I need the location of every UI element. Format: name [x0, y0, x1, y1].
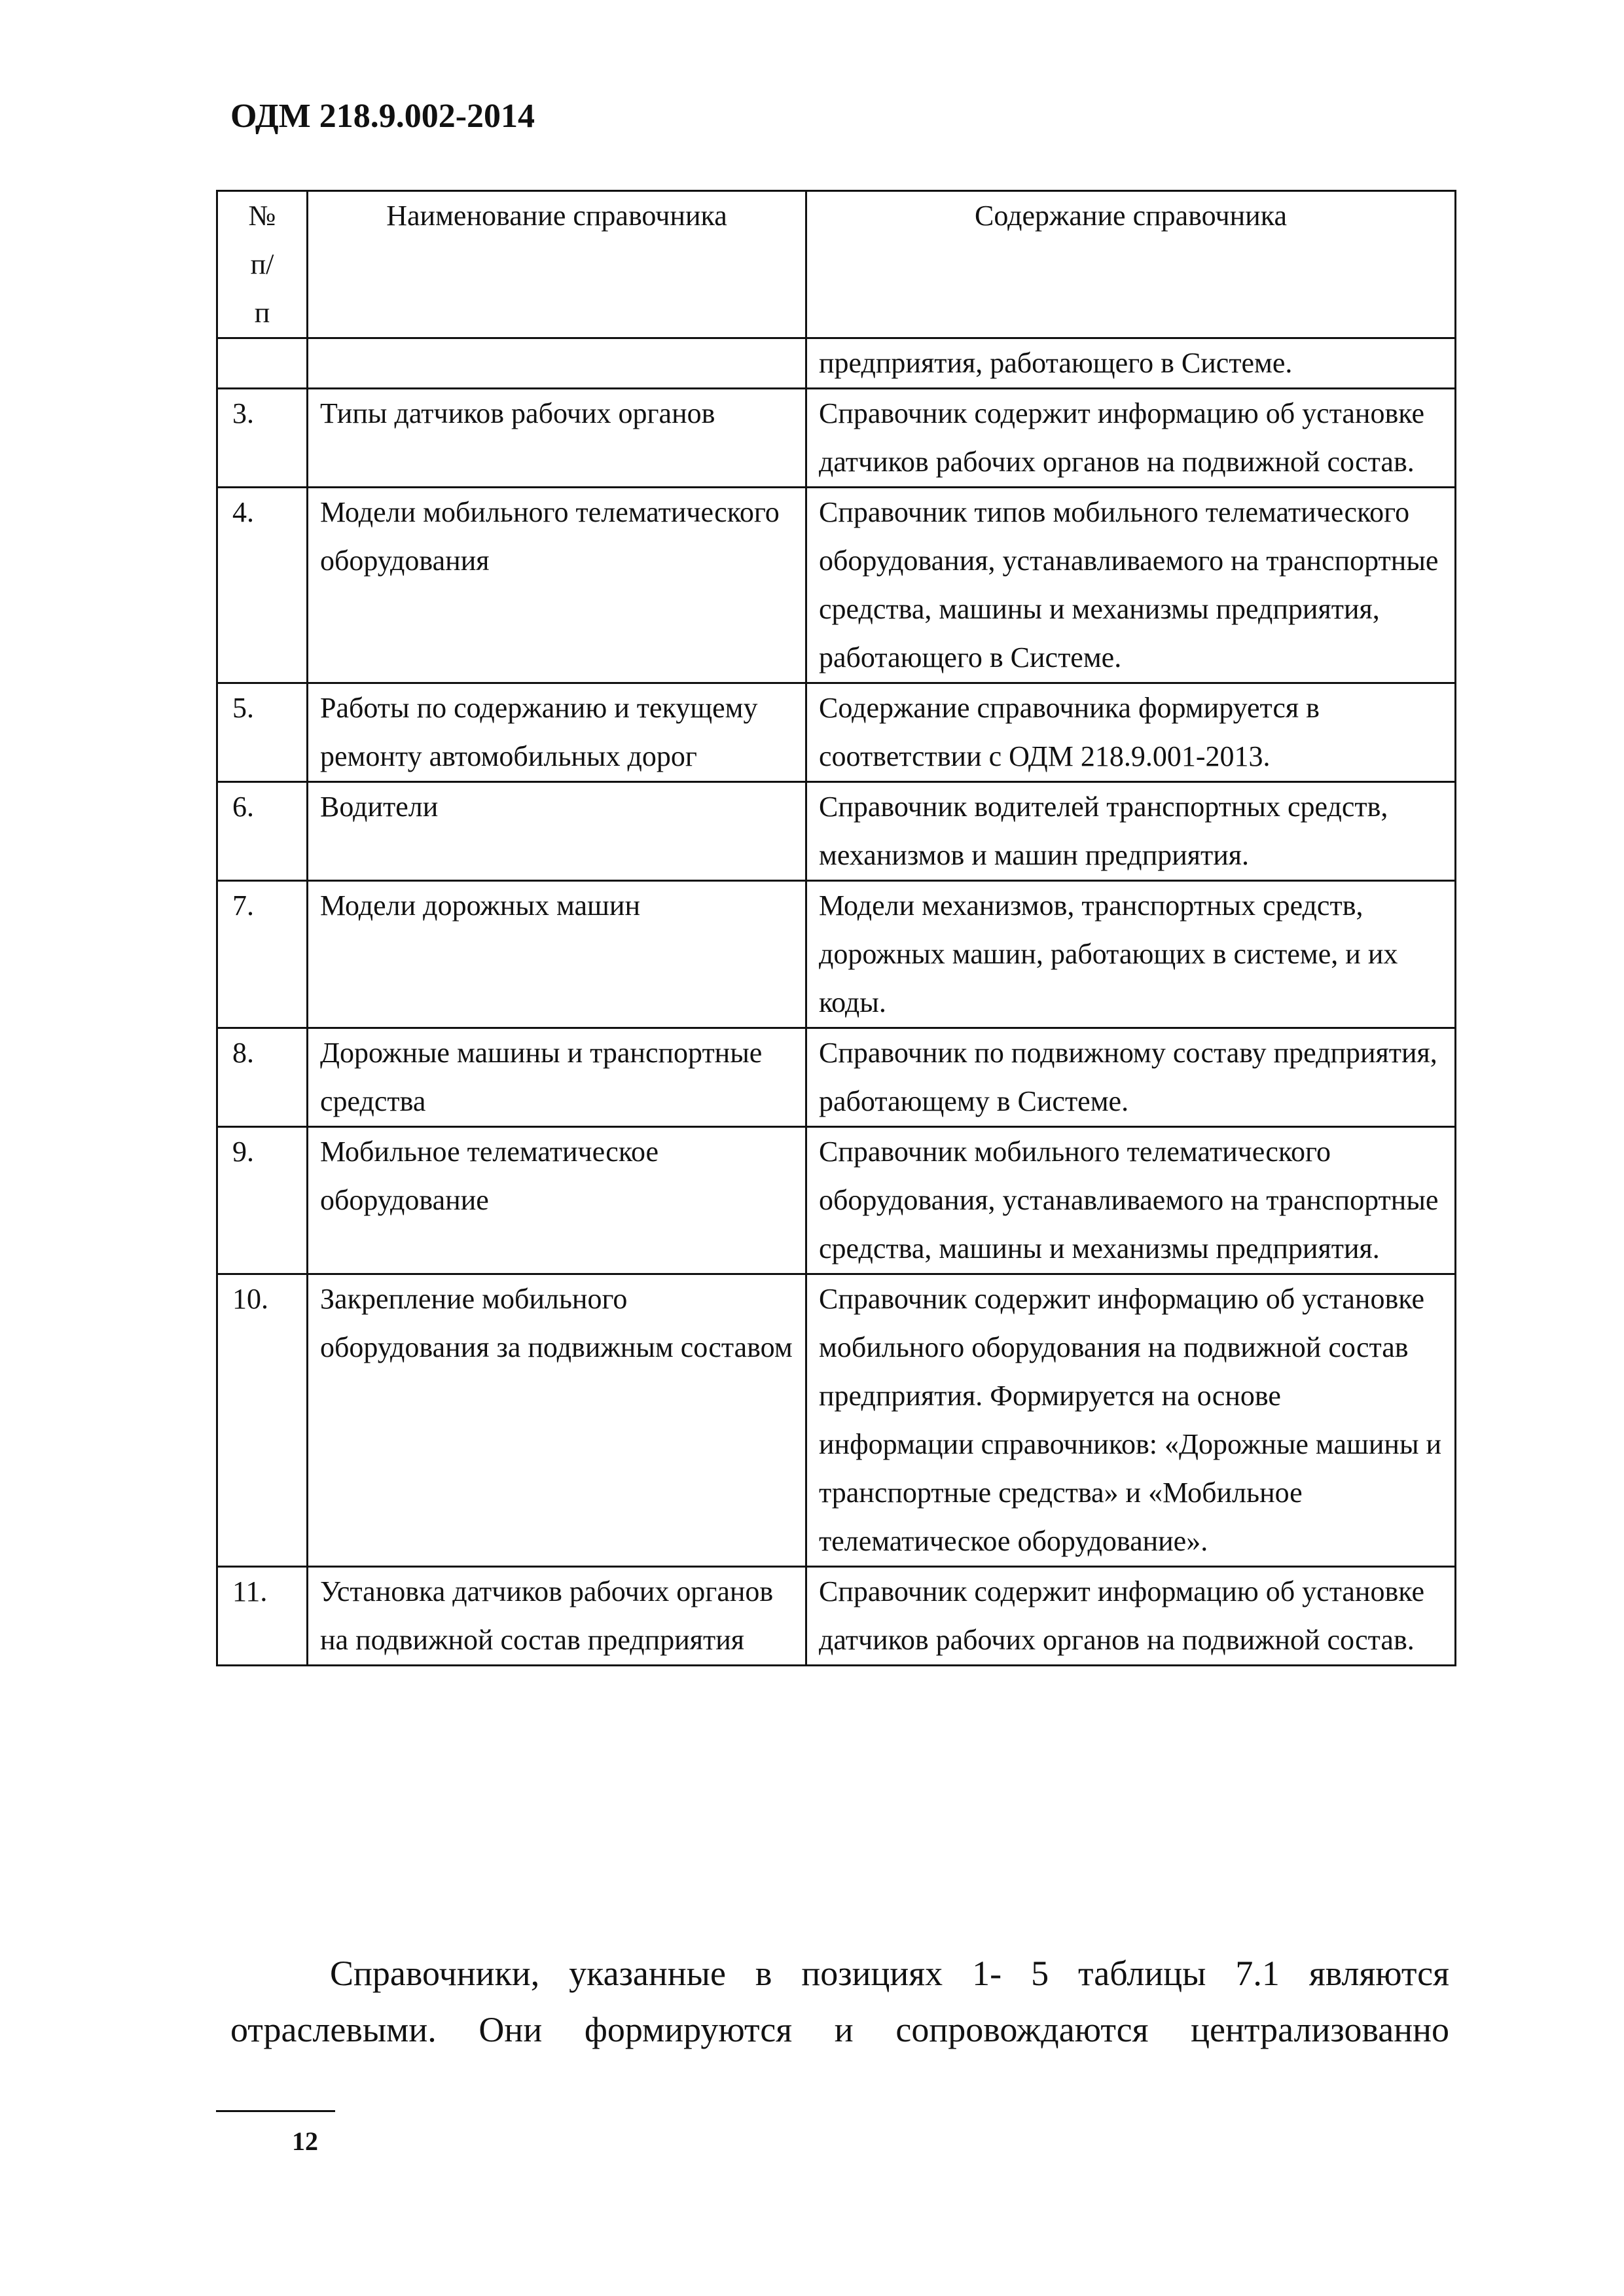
table-cell-name: Модели дорожных машин: [308, 881, 806, 1028]
page-number: 12: [292, 2126, 318, 2156]
table-cell-number: 9.: [217, 1127, 308, 1274]
table-cell-content: Справочник мобильного телематического оборудования, устанавливаемого на транспортные средства, машины и механизмы предприятия.: [806, 1127, 1456, 1274]
table-row: [217, 1028, 1456, 1127]
table-cell-content: Справочник содержит информацию об установке мобильного оборудования на подвижной состав предприятия. Формируется на основе информации справочников: «Дорожные машины и транспортные средства» и «Мобильное телематическое оборудование».: [806, 1274, 1456, 1567]
table-cell-content: Содержание справочника формируется в соответствии с ОДМ 218.9.001-2013.: [806, 683, 1456, 782]
table-cell: [308, 338, 806, 389]
table-cell-name: Закрепление мобильного оборудования за подвижным составом: [308, 1274, 806, 1567]
table-row: [217, 488, 1456, 683]
table-cell-number: 6.: [217, 782, 308, 881]
table-cell-content: Справочник содержит информацию об установке датчиков рабочих органов на подвижной состав.: [806, 389, 1456, 488]
table-cell-name: Водители: [308, 782, 806, 881]
document-code: ОДМ 218.9.002-2014: [230, 98, 535, 135]
table-cell-content: Справочник по подвижному составу предприятия, работающему в Системе.: [806, 1028, 1456, 1127]
body-paragraph: [230, 1945, 1449, 2058]
table-cell-content: Справочник типов мобильного телематического оборудования, устанавливаемого на транспортные средства, машины и механизмы предприятия, работающего в Системе.: [806, 488, 1456, 683]
table-cell-content: предприятия, работающего в Системе.: [806, 338, 1456, 389]
table-row-continuation: [217, 338, 1456, 389]
paragraph-line: отраслевыми. Они формируются и сопровождаются централизованно: [230, 2010, 1449, 2049]
table-cell-number: 11.: [217, 1567, 308, 1666]
table-row: [217, 782, 1456, 881]
table-cell-number: 8.: [217, 1028, 308, 1127]
column-header-content: Содержание справочника: [806, 191, 1456, 338]
table-row: [217, 1274, 1456, 1567]
table-cell-number: 7.: [217, 881, 308, 1028]
table-cell-content: Справочник содержит информацию об установке датчиков рабочих органов на подвижной состав.: [806, 1567, 1456, 1666]
table-row: [217, 389, 1456, 488]
table-row: [217, 1127, 1456, 1274]
table-cell-name: Модели мобильного телематического оборудования: [308, 488, 806, 683]
table-cell-name: Работы по содержанию и текущему ремонту автомобильных дорог: [308, 683, 806, 782]
column-header-name: Наименование справочника: [308, 191, 806, 338]
table-cell-number: 10.: [217, 1274, 308, 1567]
table-cell-name: Дорожные машины и транспортные средства: [308, 1028, 806, 1127]
table-row: [217, 881, 1456, 1028]
table-row: [217, 1567, 1456, 1666]
table-cell-number: 5.: [217, 683, 308, 782]
table-cell-content: Справочник водителей транспортных средств, механизмов и машин предприятия.: [806, 782, 1456, 881]
table-cell-number: 4.: [217, 488, 308, 683]
table-cell-name: Установка датчиков рабочих органов на подвижной состав предприятия: [308, 1567, 806, 1666]
table-cell-name: Мобильное телематическое оборудование: [308, 1127, 806, 1274]
paragraph-line: Справочники, указанные в позициях 1- 5 таблицы 7.1 являются: [330, 1954, 1449, 1993]
table-row: [217, 683, 1456, 782]
table-cell-name: Типы датчиков рабочих органов: [308, 389, 806, 488]
table-cell: [217, 338, 308, 389]
column-header-number: № п/п: [217, 191, 308, 338]
footer-rule: [216, 2110, 335, 2112]
table-header-row: [217, 191, 1456, 338]
table-cell-number: 3.: [217, 389, 308, 488]
table-cell-content: Модели механизмов, транспортных средств, дорожных машин, работающих в системе, и их коды.: [806, 881, 1456, 1028]
reference-table: [216, 190, 1456, 1666]
